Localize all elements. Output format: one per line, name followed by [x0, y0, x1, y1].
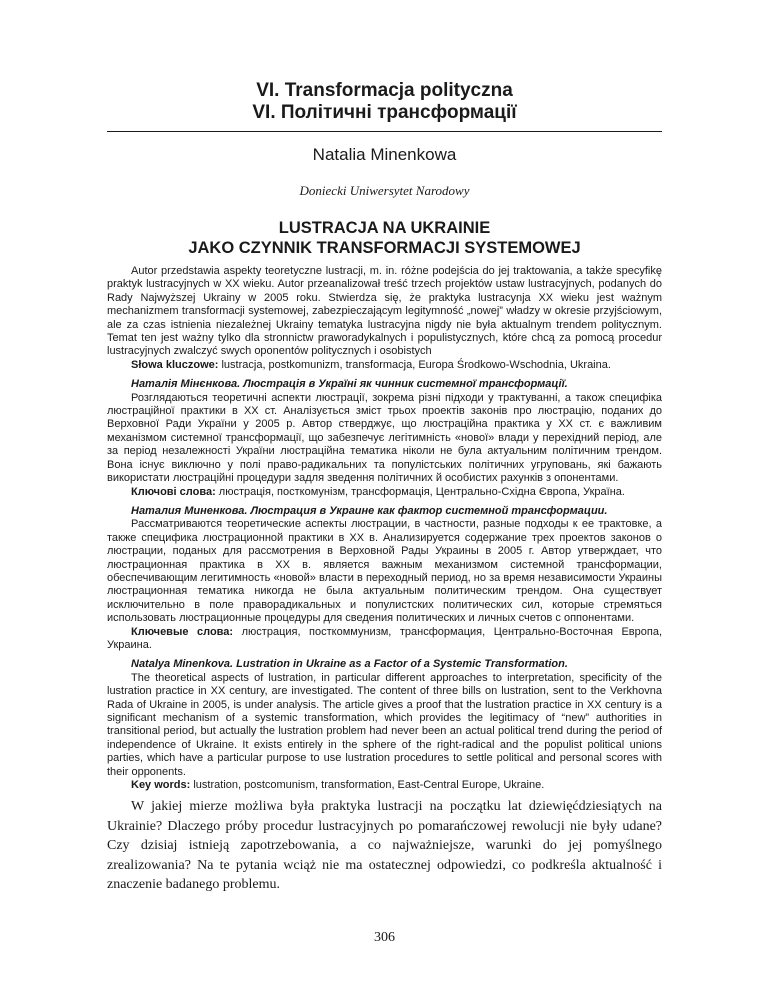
- header-rule: [107, 131, 662, 132]
- abstract-english: [107, 658, 662, 792]
- abstract-english-text: The theoretical aspects of lustration, in particular different approaches to interpretation, specificity of the lustration practice in XX century, are investigated. The content of three bills on lustration, sent to the Verkhovna Rada of Ukraine in 2005, is under analysis. The article gives a proof that the lustration practice in XX century is a significant mechanism of a systemic transformation, which provides the legitimacy of “new” authorities in transitional period, but actually the lustration problem had never been an actual political trend during the period of independence of Ukraine. It exists entirely in the sphere of the right-radical and the populist political unions parties, which have a particular purpose to use lustration procedures to settle political and personal scores with their opponents.: [107, 671, 662, 778]
- article-title: [107, 218, 662, 258]
- page-number: 306: [374, 930, 395, 945]
- section-header: [107, 80, 662, 124]
- keywords-label: Słowa kluczowe:: [131, 358, 219, 371]
- keywords-label: Ключові слова:: [131, 485, 216, 498]
- abstract-ukrainian-heading: Наталія Мінєнкова. Люстрація в Україні як чинник системної трансформації.: [131, 378, 568, 391]
- keywords-label: Ключевые слова:: [131, 625, 234, 638]
- abstract-polish: [107, 265, 662, 372]
- abstract-english-heading: Natalya Minenkova. Lustration in Ukraine as a Factor of a Systemic Transformation.: [131, 658, 568, 671]
- abstract-english-keywords: [107, 779, 662, 792]
- section-title-ukrainian: VI. Політичні трансформації: [252, 102, 517, 123]
- abstract-ukrainian-text: Розглядаються теоретичні аспекти люстрації, зокрема різні підходи у трактуванні, а також специфіка люстраційної практики в ХХ ст. Аналізується зміст трьох проектів законів про люстрацію, поданих до Верховної Ради України у 2005 р. Автор стверджує, що люстраційна практика у ХХ ст. є важливим механізмом системної трансформації, що забезпечує легітимність «нової» влади у перехідний період, але за період незалежності України люстраційна тематика ніколи не була актуальним політичним трендом. Вона існує виключно у полі право-радикальних та популістських політичних угруповань, які бажають використати люстраційні процедури задля зведення політичних й особистих рахунків з опонентами.: [107, 391, 662, 485]
- body-paragraph: W jakiej mierze możliwa była praktyka lustracji na początku lat dziewięćdziesiątych na Ukrainie? Dlaczego próby procedur lustracyjnych po pomarańczowej rewolucji nie były udane? Czy dzisiaj istnieją zapotrzebowania, a co najważniejsze, warunki do jej pomyślnego zrealizowania? Na te pytania wciąż nie ma ostatecznej odpowiedzi, co podkreśla aktualność i znaczenie badanego problemu.: [107, 799, 662, 892]
- article-title-line-2: JAKO CZYNNIK TRANSFORMACJI SYSTEMOWEJ: [188, 239, 581, 257]
- abstract-russian: [107, 505, 662, 652]
- section-title-polish: VI. Transformacja polityczna: [256, 80, 513, 101]
- abstract-polish-text: Autor przedstawia aspekty teoretyczne lustracji, m. in. różne podejścia do jej traktowania, a także specyfikę praktyk lustracyjnych w XX wieku. Autor przeanalizował treść trzech projektów ustaw lustracyjnych, podanych do Rady Najwyższej Ukrainy w 2005 roku. Stwierdza się, że praktyka lustracynja XX wieku jest ważnym mechanizmem transformacji systemowej, zabezpieczającym legitymność „nowej” władzy w okresie przyjściowym, ale za czas istnienia niezależnej Ukrainy tematyka lustracyjna nigdy nie była aktualnym trendem politycznym. Temat ten jest ważny tylko dla stronnictw praworadykalnych i populistycznych, które chcą za pomocą procedur lustracyjnych zwalczyć swych oponentów politycznych i osobistych: [107, 265, 662, 358]
- abstract-polish-keywords: [107, 359, 662, 372]
- author-name: Natalia Minenkowa: [312, 145, 457, 164]
- abstract-russian-heading: Наталия Миненкова. Люстрация в Украине как фактор системной трансформации.: [131, 504, 608, 517]
- keywords-label: Key words:: [131, 779, 191, 792]
- article-title-line-1: LUSTRACJA NA UKRAINIE: [278, 219, 491, 237]
- abstract-ukrainian: [107, 378, 662, 499]
- abstracts-block: [107, 265, 662, 798]
- abstract-russian-keywords: [107, 626, 662, 653]
- abstract-russian-text: Рассматриваются теоретические аспекты люстрации, в частности, разные подходы к ее трактовке, а также специфика люстрационной практики в ХХ в. Анализируется содержание трех проектов законов о люстрации, поданых для рассмотрения в Верховной Рады Украины в 2005 г. Автор утверждает, что люстрационная практика в ХХ в. является важным механизмом системной трансформации, обеспечивающим легитимность «новой» власти в переходный период, но за время независимости Украины люстрационная тематика никогда не была актуальным политическим трендом. Она существует исключительно в поле праворадикальных и популистских политических сил, которые стремяться использовать люстрационные процедуры для сведения политических и личных счетов с оппонентами.: [107, 518, 662, 625]
- keywords-list: люстрація, посткомунізм, трансформація, Центрально-Східна Європа, Україна.: [218, 485, 625, 498]
- keywords-list: lustracja, postkomunizm, transformacja, Europa Środkowo-Wschodnia, Ukraina.: [221, 358, 611, 371]
- keywords-list: lustration, postcomunism, transformation, East-Central Europe, Ukraine.: [193, 779, 545, 792]
- keywords-list: люстрация, посткоммунизм, трансформация, Центрально-Восточная Европа, Украина.: [107, 625, 663, 651]
- abstract-ukrainian-keywords: [107, 486, 662, 499]
- author-affiliation: Doniecki Uniwersytet Narodowy: [299, 183, 470, 198]
